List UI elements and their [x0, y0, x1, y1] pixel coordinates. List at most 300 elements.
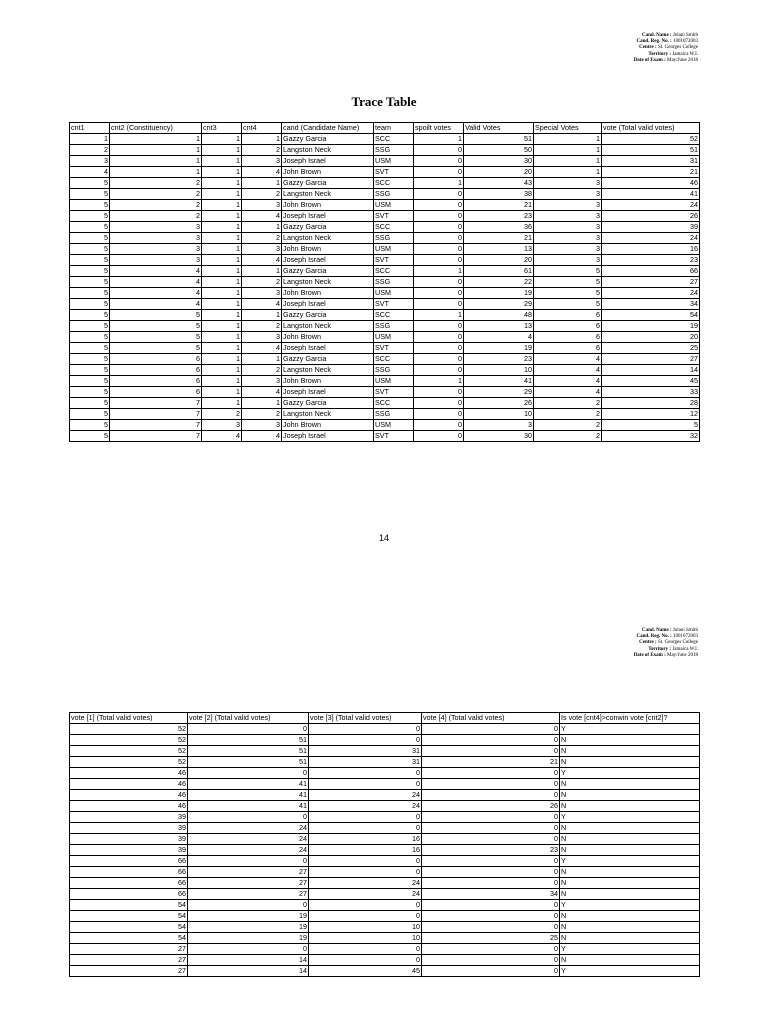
table-cell: N [560, 779, 700, 790]
table-cell: 6 [110, 365, 202, 376]
table-cell: 29 [464, 299, 534, 310]
table-cell: 2 [242, 277, 282, 288]
table-cell: 0 [422, 768, 560, 779]
table-cell: 0 [414, 398, 464, 409]
table-cell: 1 [110, 145, 202, 156]
table-cell: SCC [374, 178, 414, 189]
table-cell: 66 [602, 266, 700, 277]
table-cell: 1 [110, 134, 202, 145]
table-cell: 54 [70, 911, 188, 922]
table-cell: Gazzy Garcia [282, 178, 374, 189]
table-cell: 25 [602, 343, 700, 354]
column-header: Is vote [cnt4]>conwin vote [cnt2]? [560, 713, 700, 724]
table-row [70, 922, 700, 933]
table-cell: 20 [602, 332, 700, 343]
table-row [70, 878, 700, 889]
table-cell: 1 [202, 398, 242, 409]
table-cell: 38 [464, 189, 534, 200]
table-cell: 1 [202, 189, 242, 200]
table-cell: Y [560, 724, 700, 735]
table-cell: 22 [464, 277, 534, 288]
table-cell: 32 [602, 431, 700, 442]
table-cell: Gazzy Garcia [282, 266, 374, 277]
exam-date-line: Date of Exam : May/June 2018 [633, 57, 698, 63]
table-cell: 0 [422, 922, 560, 933]
table-cell: 5 [110, 332, 202, 343]
table-cell: 0 [414, 354, 464, 365]
table-cell: Langston Neck [282, 409, 374, 420]
table-cell: 6 [110, 387, 202, 398]
table-cell: 4 [534, 365, 602, 376]
table-cell: Joseph Israel [282, 387, 374, 398]
table-cell: 3 [242, 420, 282, 431]
cand-name-line: Cand. Name : Jolani Smith [642, 628, 698, 633]
table-row [70, 266, 700, 277]
table-cell: 7 [110, 431, 202, 442]
table-cell: 5 [602, 420, 700, 431]
table-cell: 3 [534, 178, 602, 189]
table-cell: 1 [110, 167, 202, 178]
column-header: cnt4 [242, 123, 282, 134]
table-cell: 0 [422, 735, 560, 746]
table-cell: 23 [422, 845, 560, 856]
table-cell: 19 [464, 288, 534, 299]
table-cell: 0 [414, 244, 464, 255]
table-cell: 5 [70, 244, 110, 255]
table-cell: 1 [534, 134, 602, 145]
table-cell: 0 [414, 409, 464, 420]
table-cell: 1 [70, 134, 110, 145]
table-row [70, 365, 700, 376]
table-cell: 4 [534, 354, 602, 365]
column-header: team [374, 123, 414, 134]
table-cell: 24 [188, 845, 309, 856]
table-row [70, 222, 700, 233]
table-cell: 4 [70, 167, 110, 178]
table-cell: 1 [202, 156, 242, 167]
column-header: vote [4] (Total valid votes) [422, 713, 560, 724]
table-cell: 13 [464, 244, 534, 255]
table-cell: 1 [202, 288, 242, 299]
table-cell: 2 [242, 233, 282, 244]
table-cell: 0 [309, 812, 422, 823]
table-cell: 0 [309, 735, 422, 746]
centre: St. Georges College [657, 640, 698, 646]
table-cell: 24 [602, 233, 700, 244]
vote-comparison-table [69, 712, 700, 977]
table-cell: Langston Neck [282, 365, 374, 376]
table-cell: 10 [309, 922, 422, 933]
table-cell: 5 [70, 409, 110, 420]
table-cell: 5 [70, 387, 110, 398]
table-cell: 0 [414, 189, 464, 200]
table-row [70, 801, 700, 812]
table-cell: 3 [110, 244, 202, 255]
table-cell: Gazzy Garcia [282, 134, 374, 145]
table-cell: 5 [70, 431, 110, 442]
table-row [70, 779, 700, 790]
table-cell: 52 [602, 134, 700, 145]
table-row [70, 178, 700, 189]
table-cell: 20 [464, 167, 534, 178]
table-cell: John Brown [282, 244, 374, 255]
table-cell: Langston Neck [282, 233, 374, 244]
table-cell: 5 [70, 398, 110, 409]
table-cell: N [560, 735, 700, 746]
table-cell: 3 [464, 420, 534, 431]
column-header: vote [1] (Total valid votes) [70, 713, 188, 724]
table-cell: N [560, 889, 700, 900]
table-cell: 45 [602, 376, 700, 387]
table-cell: USM [374, 376, 414, 387]
table-cell: 2 [242, 409, 282, 420]
table-cell: 3 [110, 255, 202, 266]
table-cell: 14 [188, 955, 309, 966]
table-cell: 19 [464, 343, 534, 354]
column-header: Valid Votes [464, 123, 534, 134]
table-cell: 0 [414, 321, 464, 332]
table-cell: 3 [242, 288, 282, 299]
table-cell: 0 [422, 834, 560, 845]
table-row [70, 845, 700, 856]
table-row [70, 889, 700, 900]
table-cell: SCC [374, 134, 414, 145]
table-cell: John Brown [282, 200, 374, 211]
table-cell: 31 [309, 757, 422, 768]
table-cell: 27 [602, 354, 700, 365]
table-cell: 4 [110, 266, 202, 277]
table-row [70, 167, 700, 178]
table-cell: Langston Neck [282, 277, 374, 288]
table-row [70, 420, 700, 431]
table-cell: 1 [202, 200, 242, 211]
table-cell: USM [374, 332, 414, 343]
table-row [70, 200, 700, 211]
table-cell: 1 [414, 376, 464, 387]
table-cell: 10 [309, 933, 422, 944]
table-cell: 6 [534, 332, 602, 343]
cand-name-line: Cand. Name : Jolani Smith [642, 33, 698, 38]
table-cell: N [560, 933, 700, 944]
table-cell: 16 [309, 834, 422, 845]
table-cell: 0 [422, 900, 560, 911]
table-cell: 0 [414, 431, 464, 442]
table-row [70, 856, 700, 867]
table-cell: 7 [110, 420, 202, 431]
table-cell: 1 [202, 354, 242, 365]
table-cell: 0 [414, 211, 464, 222]
table-cell: 1 [202, 365, 242, 376]
table-cell: 54 [70, 922, 188, 933]
table-row [70, 376, 700, 387]
table-cell: 36 [464, 222, 534, 233]
table-cell: 0 [414, 332, 464, 343]
table-cell: SVT [374, 167, 414, 178]
table-cell: 29 [464, 387, 534, 398]
table-cell: John Brown [282, 288, 374, 299]
table-cell: Joseph Israel [282, 299, 374, 310]
table-cell: 0 [414, 156, 464, 167]
table-cell: N [560, 955, 700, 966]
table-cell: 5 [70, 189, 110, 200]
table-cell: Y [560, 900, 700, 911]
table-row [70, 790, 700, 801]
table-cell: John Brown [282, 332, 374, 343]
column-header: cnt1 [70, 123, 110, 134]
table-cell: 41 [188, 779, 309, 790]
table-cell: 4 [110, 299, 202, 310]
table-cell: 5 [70, 200, 110, 211]
table-cell: 19 [188, 911, 309, 922]
table-cell: N [560, 746, 700, 757]
table-cell: 0 [422, 944, 560, 955]
table-cell: 0 [309, 768, 422, 779]
table-cell: 5 [70, 420, 110, 431]
table-cell: 5 [70, 211, 110, 222]
table-row [70, 724, 700, 735]
table-cell: 4 [242, 431, 282, 442]
table-cell: Gazzy Garcia [282, 398, 374, 409]
table-cell: 2 [110, 178, 202, 189]
table-cell: 4 [534, 387, 602, 398]
table-cell: 2 [242, 145, 282, 156]
cand-reg-line: Cand. Reg. No. : 1001072003 [636, 634, 698, 640]
table-cell: 3 [242, 200, 282, 211]
table-cell: 51 [602, 145, 700, 156]
table-cell: 12 [602, 409, 700, 420]
cand-reg: 1001072003 [673, 39, 698, 45]
table-row [70, 255, 700, 266]
table-cell: 41 [602, 189, 700, 200]
column-header: vote [2] (Total valid votes) [188, 713, 309, 724]
table-cell: Y [560, 944, 700, 955]
table-cell: SCC [374, 222, 414, 233]
table-cell: 5 [70, 321, 110, 332]
table-cell: 3 [242, 156, 282, 167]
table-cell: 14 [602, 365, 700, 376]
table-cell: 41 [464, 376, 534, 387]
table-cell: N [560, 867, 700, 878]
table-cell: 24 [602, 288, 700, 299]
table-row [70, 746, 700, 757]
table-cell: SSG [374, 365, 414, 376]
table-cell: SCC [374, 310, 414, 321]
column-header: vote [3] (Total valid votes) [309, 713, 422, 724]
table-cell: N [560, 911, 700, 922]
table-row [70, 288, 700, 299]
table-cell: 1 [202, 178, 242, 189]
table-cell: 33 [602, 387, 700, 398]
table-row [70, 900, 700, 911]
table-cell: 14 [188, 966, 309, 977]
table-cell: 21 [464, 200, 534, 211]
table-cell: 5 [70, 376, 110, 387]
table-cell: 1 [202, 299, 242, 310]
table-cell: 0 [414, 365, 464, 376]
table-row [70, 332, 700, 343]
table-cell: 0 [309, 900, 422, 911]
table-cell: 1 [202, 222, 242, 233]
table-cell: 5 [534, 266, 602, 277]
table-cell: 2 [534, 409, 602, 420]
table-cell: 1 [202, 387, 242, 398]
table-cell: 0 [422, 790, 560, 801]
table-row [70, 387, 700, 398]
table-cell: 4 [464, 332, 534, 343]
exam-date: May/June 2018 [667, 57, 698, 63]
table-cell: 5 [70, 277, 110, 288]
table-cell: SCC [374, 354, 414, 365]
table-cell: 23 [464, 211, 534, 222]
table-cell: 0 [309, 856, 422, 867]
table-cell: 27 [188, 889, 309, 900]
table-row [70, 812, 700, 823]
table-cell: 54 [602, 310, 700, 321]
table-cell: 6 [534, 310, 602, 321]
table-cell: 0 [188, 900, 309, 911]
table-cell: 39 [70, 845, 188, 856]
table-cell: USM [374, 156, 414, 167]
table-cell: 26 [464, 398, 534, 409]
table-row [70, 944, 700, 955]
column-header: Special Votes [534, 123, 602, 134]
table-cell: 1 [202, 321, 242, 332]
territory-line: Territory : Jamaica W.I. [648, 51, 698, 57]
table-cell: 5 [70, 255, 110, 266]
table-row [70, 299, 700, 310]
table-cell: 3 [534, 233, 602, 244]
table-cell: Langston Neck [282, 321, 374, 332]
table-cell: 1 [202, 244, 242, 255]
table-cell: N [560, 757, 700, 768]
table-cell: SSG [374, 277, 414, 288]
table-cell: 4 [110, 277, 202, 288]
table-cell: 21 [464, 233, 534, 244]
table-cell: 5 [534, 277, 602, 288]
table-cell: 39 [70, 812, 188, 823]
table-cell: 3 [242, 244, 282, 255]
table-cell: 5 [70, 222, 110, 233]
table-row [70, 310, 700, 321]
table-cell: 1 [414, 266, 464, 277]
table-cell: 5 [70, 343, 110, 354]
table-cell: John Brown [282, 420, 374, 431]
table-cell: 46 [70, 801, 188, 812]
table-row [70, 233, 700, 244]
table-cell: N [560, 845, 700, 856]
table-cell: Langston Neck [282, 145, 374, 156]
table-cell: N [560, 834, 700, 845]
table-row [70, 145, 700, 156]
table-cell: 66 [70, 867, 188, 878]
table-cell: N [560, 790, 700, 801]
table-cell: 4 [242, 255, 282, 266]
table-cell: 0 [414, 145, 464, 156]
table-cell: 1 [534, 145, 602, 156]
table-cell: 19 [602, 321, 700, 332]
table-cell: 1 [242, 266, 282, 277]
table-cell: Gazzy Garcia [282, 310, 374, 321]
candidate-info-header-page2 [634, 628, 698, 659]
table-cell: 27 [602, 277, 700, 288]
table-cell: 1 [414, 178, 464, 189]
table-cell: 1 [202, 255, 242, 266]
table-cell: 3 [534, 211, 602, 222]
table-cell: 7 [110, 398, 202, 409]
table-cell: 0 [414, 167, 464, 178]
table-cell: 1 [242, 134, 282, 145]
table-cell: N [560, 801, 700, 812]
table-cell: 5 [70, 233, 110, 244]
table-cell: 3 [70, 156, 110, 167]
table-cell: 30 [464, 431, 534, 442]
table-row [70, 277, 700, 288]
table-cell: 5 [70, 288, 110, 299]
table-cell: Y [560, 966, 700, 977]
table-cell: 4 [242, 299, 282, 310]
table-cell: 23 [602, 255, 700, 266]
table-cell: SVT [374, 255, 414, 266]
table-cell: 41 [188, 790, 309, 801]
table-cell: 5 [70, 178, 110, 189]
table-cell: 0 [422, 867, 560, 878]
cand-reg: 1001072003 [673, 634, 698, 640]
table-cell: 0 [414, 277, 464, 288]
table-cell: 16 [602, 244, 700, 255]
table-cell: 0 [422, 955, 560, 966]
table-cell: N [560, 823, 700, 834]
table-cell: 52 [70, 735, 188, 746]
table-row [70, 211, 700, 222]
centre-line: Centre : St. Georges College [639, 45, 698, 51]
table-cell: 3 [110, 233, 202, 244]
table-row [70, 354, 700, 365]
table-cell: 24 [309, 790, 422, 801]
table-cell: 0 [188, 812, 309, 823]
table-cell: 5 [70, 266, 110, 277]
table-cell: 54 [70, 900, 188, 911]
table-cell: 0 [422, 856, 560, 867]
table-cell: 2 [242, 189, 282, 200]
table-cell: 6 [110, 376, 202, 387]
column-header: cnt2 (Constituency) [110, 123, 202, 134]
table-cell: 52 [70, 757, 188, 768]
table-cell: 1 [202, 233, 242, 244]
table-cell: 1 [202, 167, 242, 178]
table-cell: 1 [110, 156, 202, 167]
table-cell: Langston Neck [282, 189, 374, 200]
table-cell: 13 [464, 321, 534, 332]
column-header: spoilt votes [414, 123, 464, 134]
table-cell: 1 [202, 310, 242, 321]
table-cell: 1 [202, 277, 242, 288]
table-cell: 0 [414, 420, 464, 431]
table-row [70, 156, 700, 167]
table-cell: SSG [374, 409, 414, 420]
table-cell: Y [560, 856, 700, 867]
table-cell: SVT [374, 299, 414, 310]
table-cell: 2 [110, 189, 202, 200]
table-cell: 5 [110, 343, 202, 354]
table-cell: 6 [534, 343, 602, 354]
table-cell: 26 [602, 211, 700, 222]
table-cell: 0 [188, 768, 309, 779]
table-cell: SSG [374, 189, 414, 200]
table-cell: 7 [110, 409, 202, 420]
table-cell: 0 [422, 779, 560, 790]
table-cell: 39 [70, 823, 188, 834]
table-cell: 1 [242, 178, 282, 189]
